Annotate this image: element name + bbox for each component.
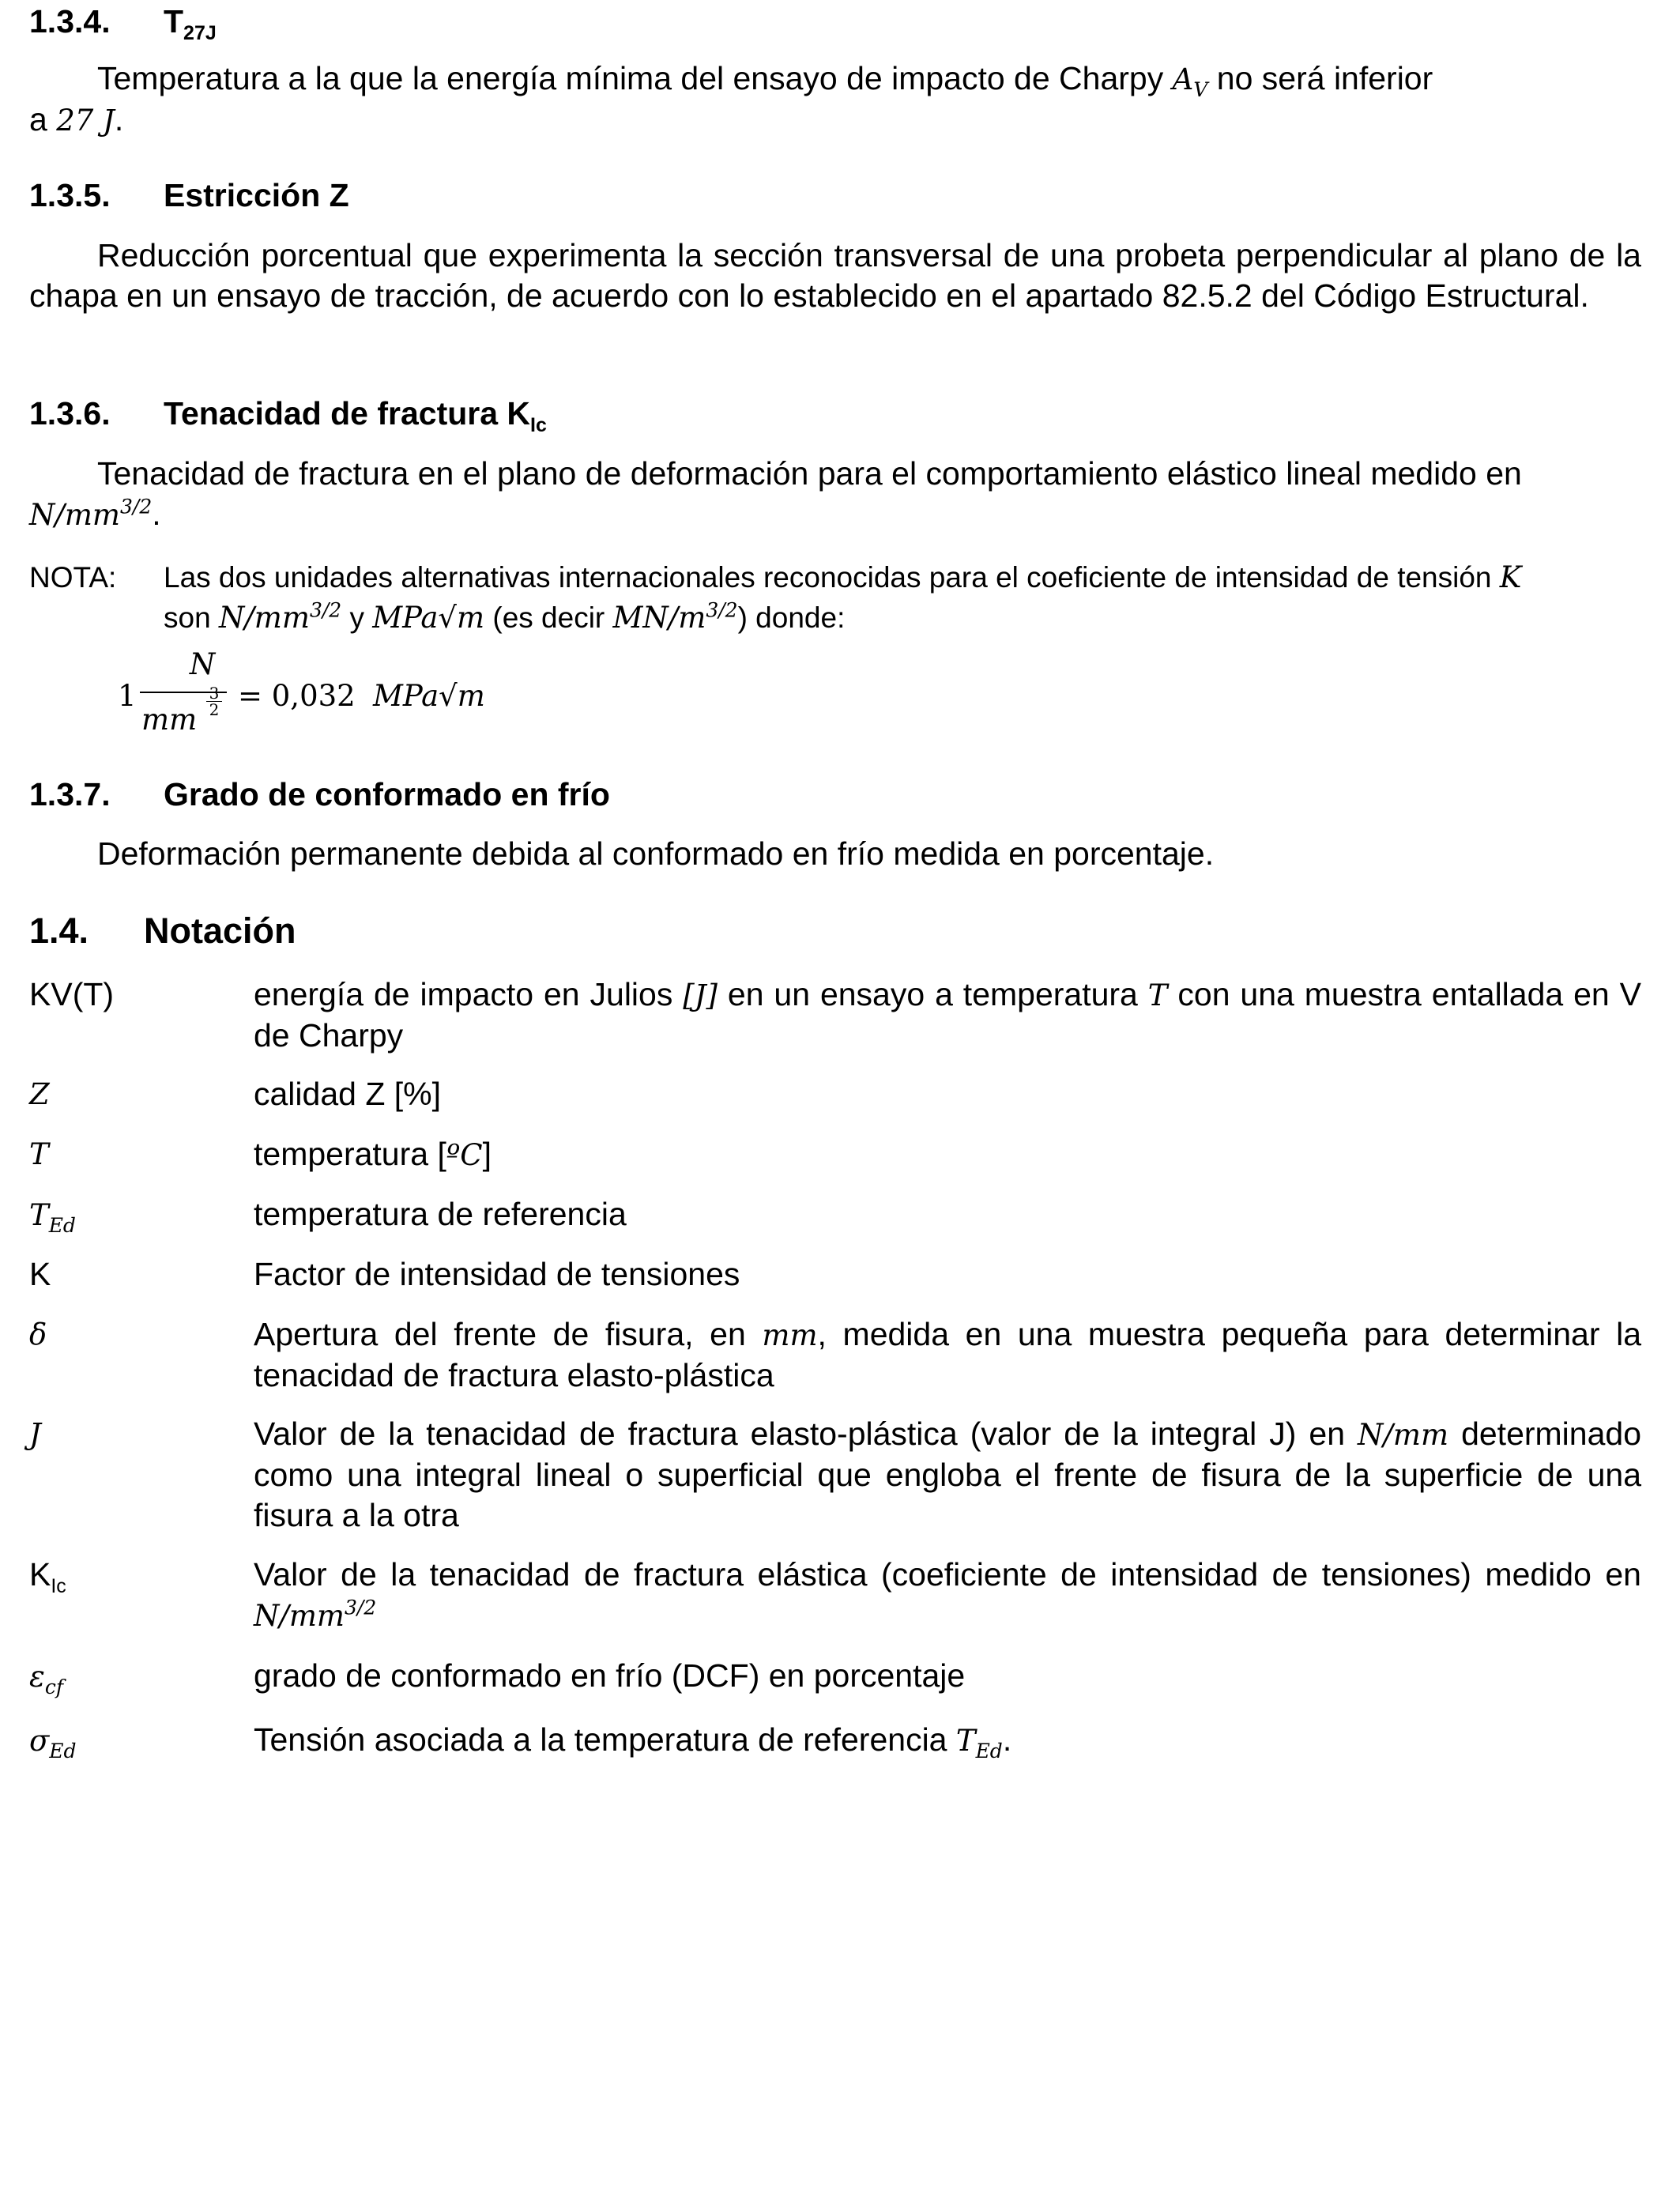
note-text: Las dos unidades alternativas internacionales reconocidas para el coeficiente de intensidad de tensión K son $N/mm^{3/2}$ y MPa√m (es decir $MN/m^{3/2}$) donde: — [164, 560, 1522, 635]
notation-symbol: $\varepsilon_{cf}$ — [29, 1660, 64, 1699]
section-number: 1.3.7. — [29, 776, 111, 812]
section-1-3-7-text: Deformación permanente debida al conformado en frío medida en porcentaje. — [97, 835, 1215, 872]
section-1-3-4-heading — [29, 2, 1641, 45]
notation-definition: Apertura del frente de fisura, en mm, medida en una muestra pequeña para determinar la tenacidad de fractura elasto-plástica — [254, 1316, 1642, 1393]
note-label: NOTA: — [29, 561, 117, 594]
notation-symbol: δ — [29, 1318, 47, 1351]
notation-definition: Valor de la tenacidad de fractura elasto-plástica (valor de la integral J) en N/mm determinado como una integral lineal o superficial que engloba el frente de fisura de la superficie de una fisura a la otra — [254, 1416, 1641, 1533]
notation-definition: grado de conformado en frío (DCF) en porcentaje — [254, 1657, 966, 1694]
notation-symbol: $T_{Ed}$ — [29, 1198, 76, 1238]
notation-definition: Valor de la tenacidad de fractura elástica (coeficiente de intensidad de tensiones) medido en $N/mm^{3/2}$ — [254, 1556, 1641, 1633]
section-1-3-5-heading — [29, 175, 1641, 215]
notation-symbol: J — [29, 1417, 41, 1451]
section-number: 1.3.4. — [29, 3, 111, 40]
section-1-3-6-text: Tenacidad de fractura en el plano de deformación para el comportamiento elástico lineal medido en $N/mm^{3/2}$. — [29, 455, 1522, 532]
notation-symbol: T — [29, 1137, 49, 1171]
notation-symbol: $\sigma_{Ed}$ — [29, 1724, 77, 1763]
section-title: $T_{27J}$ — [164, 3, 217, 45]
notation-definition: energía de impacto en Julios [J] en un ensayo a temperatura T con una muestra entallada en V de Charpy — [254, 976, 1641, 1054]
section-1-3-5-text: Reducción porcentual que experimenta la sección transversal de una probeta perpendicular al plano de la chapa en un ensayo de tracción, de acuerdo con lo establecido en el apartado 82.5.2 del Código Estructural. — [29, 237, 1641, 314]
notation-symbol: Z — [29, 1077, 50, 1111]
section-title: Estricción Z — [164, 177, 349, 213]
notation-definition: Tensión asociada a la temperatura de referencia $T_{Ed}$. — [254, 1721, 1012, 1763]
notation-symbol: $K_{Ic}$ — [29, 1556, 66, 1598]
section-number: 1.4. — [29, 910, 89, 951]
section-1-4-heading — [29, 910, 1641, 955]
exponent-fraction: 3 2 — [206, 685, 222, 718]
section-title: Notación — [144, 910, 296, 951]
notation-symbol: KV(T) — [29, 976, 115, 1012]
section-number: 1.3.6. — [29, 395, 111, 432]
notation-definition: calidad Z [%] — [254, 1076, 441, 1112]
section-1-3-7-heading — [29, 775, 1641, 814]
section-number: 1.3.5. — [29, 177, 111, 213]
notation-definition: Factor de intensidad de tensiones — [254, 1256, 740, 1292]
notation-symbol: K — [29, 1256, 51, 1292]
notation-definition: temperatura de referencia — [254, 1196, 627, 1232]
unit-conversion-equation: 1 N mm 3 2 = 0,032 MPa√m — [118, 647, 485, 737]
section-1-3-6-heading — [29, 394, 1641, 437]
section-1-3-4-text: Temperatura a la que la energía mínima del ensayo de impacto de Charpy $A_V$ no será inferior a 27 J. — [29, 60, 1433, 138]
section-title: Grado de conformado en frío — [164, 776, 610, 812]
notation-definition: temperatura [ºC] — [254, 1136, 492, 1172]
section-title: Tenacidad de fractura $K_{Ic}$ — [164, 395, 547, 437]
